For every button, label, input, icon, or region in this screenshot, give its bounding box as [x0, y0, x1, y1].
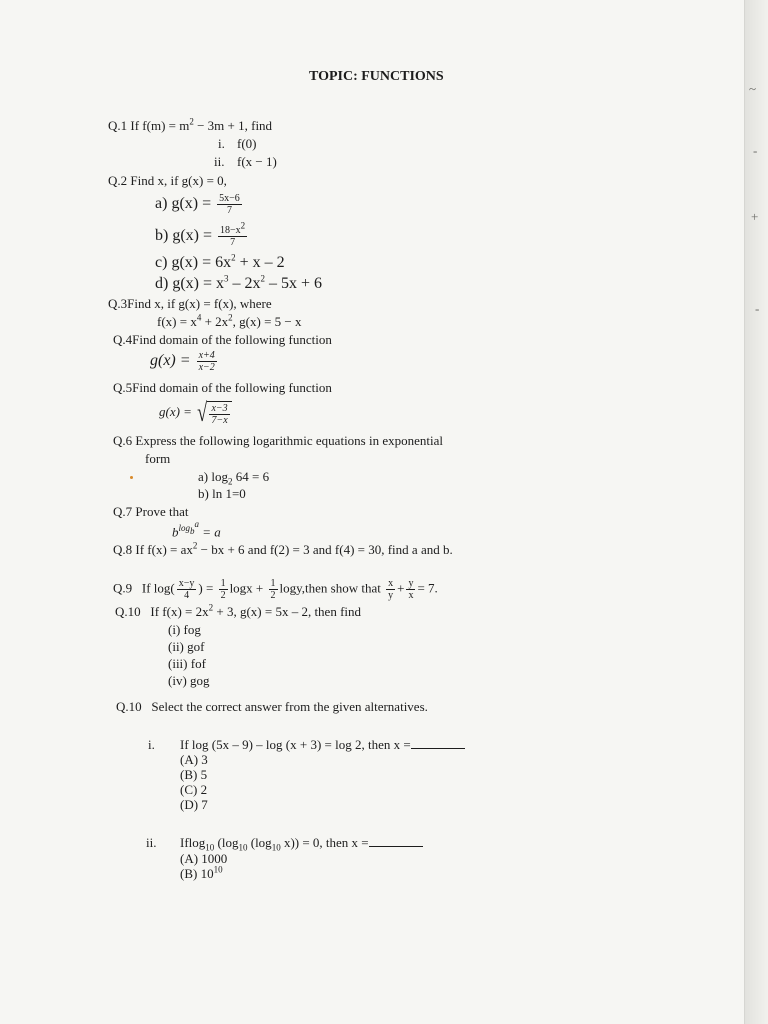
- q1-item-ii-num: ii.: [214, 154, 225, 169]
- mcq-i-option-a: (A) 3: [180, 752, 208, 767]
- q6-stem-cont: form: [145, 451, 171, 466]
- edge-mark: ~: [749, 81, 757, 96]
- q5-function: g(x) = √ $\frac{x-3}{7-x}$: [159, 400, 232, 426]
- mcq-i-number: i.: [148, 737, 155, 752]
- q3-equation: $f(x) = x^4 + 2x^2$, g(x) = 5 − x: [157, 312, 302, 329]
- question-10-functions: Q.10 If $f(x) = 2x^2 + 3$, g(x) = 5x – 2, then find: [115, 602, 362, 619]
- q6-part-b: b) ln 1=0: [198, 486, 246, 501]
- q10-item-2: (ii) gof: [168, 639, 205, 654]
- question-8: Q.8 If $f(x) = ax^2$ − bx + 6 and f(2) = 3 and f(4) = 30, find a and b.: [113, 540, 453, 557]
- page-title: TOPIC: FUNCTIONS: [309, 69, 444, 84]
- q10-item-1: (i) fog: [168, 622, 201, 637]
- edge-mark: -: [755, 301, 760, 316]
- q1-item-ii: f(x − 1): [237, 154, 277, 169]
- question-10-mcq: Q.10 Select the correct answer from the given alternatives.: [116, 699, 428, 714]
- edge-mark: -: [753, 143, 758, 158]
- question-4: Q.4Find domain of the following function: [113, 332, 332, 347]
- question-2: Q.2 Find x, if g(x) = 0,: [108, 173, 227, 188]
- edge-mark: +: [751, 209, 759, 224]
- question-9: Q.9 If log( $\frac{x-y}{4}$ ) = $\frac{1}{2}$ logx + $\frac{1}{2}$ logy,then show that $\frac{x}{y}$ + $\frac{y}{x}$ = 7.: [113, 578, 438, 601]
- q4-function: g(x) = $\frac{x+4}{x-2}$: [150, 350, 215, 373]
- mcq-i-option-c: (C) 2: [180, 782, 208, 797]
- page-edge: [744, 0, 768, 1024]
- mcq-i-question: If log (5x – 9) – log (x + 3) = log 2, then x =: [180, 737, 465, 753]
- mcq-i-option-d: (D) 7: [180, 797, 208, 812]
- mcq-i-option-b: (B) 5: [180, 767, 208, 782]
- q6-part-a: a) $\log_2 64 = 6$: [198, 469, 270, 487]
- mcq-ii-question: Iflog$_{10}$ ($\log_{10}$ ($\log_{10}$ x)) = 0, then x =: [180, 835, 423, 851]
- ink-dot: [130, 476, 133, 479]
- mcq-ii-number: ii.: [146, 835, 157, 850]
- question-5: Q.5Find domain of the following function: [113, 380, 332, 395]
- q2-part-c: c) $g(x) = 6x^2 + x - 2$: [155, 252, 285, 271]
- mcq-ii-option-a: (A) 1000: [180, 851, 228, 866]
- question-3: Q.3Find x, if g(x) = f(x), where: [108, 296, 272, 311]
- q1-item-i-num: i.: [218, 136, 225, 151]
- q2-part-b: b) g(x) = $\frac{18-x^2}{7}$: [155, 220, 246, 248]
- q2-part-a: a) g(x) = $\frac{5x-6}{7}$: [155, 193, 240, 216]
- q10-item-4: (iv) gog: [168, 673, 210, 688]
- question-6: Q.6 Express the following logarithmic equations in exponential: [113, 433, 443, 448]
- question-1: Q.1 If $f(m) = m^2 - 3m + 1$, find: [108, 116, 273, 133]
- q2-part-d: d) $g(x) = x^3 - 2x^2 - 5x + 6$: [155, 273, 323, 292]
- mcq-ii-option-b: (B) $10^{10}$: [180, 864, 223, 881]
- question-7: Q.7 Prove that: [113, 504, 189, 519]
- q1-item-i: f(0): [237, 136, 257, 151]
- q10-item-3: (iii) fof: [168, 656, 206, 671]
- q7-equation: $b^{log_b^a} = a$: [172, 519, 221, 540]
